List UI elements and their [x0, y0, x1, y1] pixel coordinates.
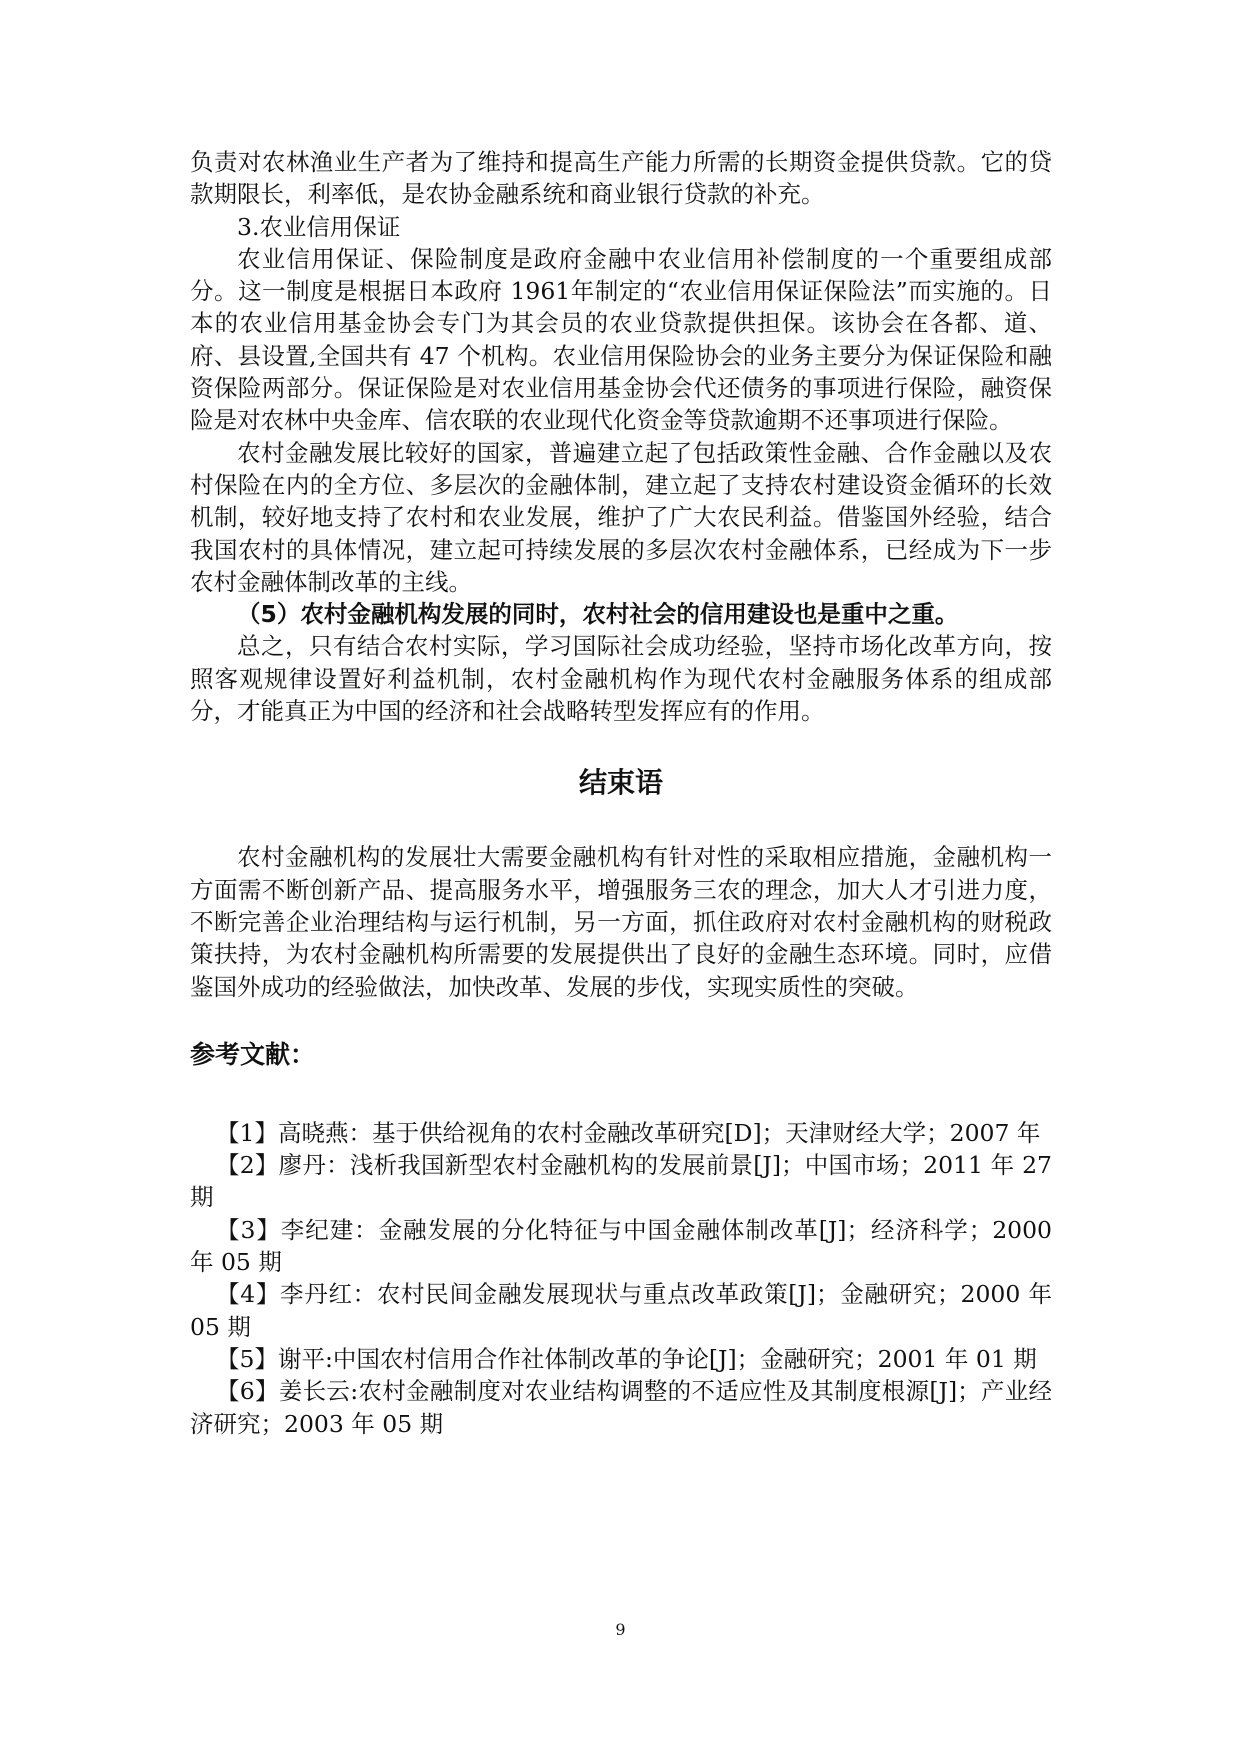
paragraph-credit-guarantee: 农业信用保证、保险制度是政府金融中农业信用补偿制度的一个重要组成部分。这一制度是根据日本政府 1961年制定的“农业信用保证保险法”而实施的。日本的农业信用基金协会专门为其会员的农业贷款提供担保。该协会在各都、道、府、县设置,全国共有 47 个机构。农业信用保险协会的业务主要分为保证保险和融资保险两部分。保证保险是对农业信用基金协会代还债务的事项进行保险，融资保险是对农林中央金库、信农联的农业现代化资金等贷款逾期不还事项进行保险。	[190, 244, 1052, 435]
bold-point-5: （5）农村金融机构发展的同时，农村社会的信用建设也是重中之重。	[237, 600, 959, 629]
conclusion-text: 农村金融机构的发展壮大需要金融机构有针对性的采取相应措施，金融机构一方面需不断创新产品、提高服务水平，增强服务三农的理念，加大人才引进力度，不断完善企业治理结构与运行机制，另一方面，抓住政府对农村金融机构的财税政策扶持，为农村金融机构所需要的发展提供出了良好的金融生态环境。同时，应借鉴国外成功的经验做法，加快改革、发展的步伐，实现实质性的突破。	[190, 843, 1052, 1001]
reference-item: 【4】李丹红：农村民间金融发展现状与重点改革政策[J]；金融研究；2000 年 05 期	[190, 1280, 1052, 1341]
paragraph-summary: 总之，只有结合农村实际，学习国际社会成功经验，坚持市场化改革方向，按照客观规律设置好利益机制，农村金融机构作为现代农村金融服务体系的组成部分，才能真正为中国的经济和社会战略转型发挥应有的作用。	[190, 632, 1052, 726]
reference-item: 【5】谢平:中国农村信用合作社体制改革的争论[J]；金融研究；2001 年 01 期	[216, 1344, 1037, 1373]
paragraph-rural-finance-countries: 农村金融发展比较好的国家，普遍建立起了包括政策性金融、合作金融以及农村保险在内的全方位、多层次的金融体制，建立起了支持农村建设资金循环的长效机制，较好地支持了农村和农业发展，维护了广大农民利益。借鉴国外经验，结合我国农村的具体情况，建立起可持续发展的多层次农村金融体系，已经成为下一步农村金融体制改革的主线。	[190, 438, 1052, 596]
paragraph-continuation: 负责对农林渔业生产者为了维持和提高生产能力所需的长期资金提供贷款。它的贷款期限长，利率低，是农协金融系统和商业银行贷款的补充。	[190, 148, 1052, 209]
reference-item: 【6】姜长云:农村金融制度对农业结构调整的不适应性及其制度根源[J]；产业经济研究；2003 年 05 期	[190, 1377, 1052, 1438]
references-list	[190, 1117, 1052, 1440]
reference-item: 【2】廖丹：浅析我国新型农村金融机构的发展前景[J]；中国市场；2011 年 27 期	[190, 1151, 1052, 1212]
document-page	[190, 146, 1052, 1440]
subheading-agricultural-credit-guarantee: 3.农业信用保证	[237, 212, 401, 241]
references-title: 参考文献：	[190, 1039, 316, 1069]
reference-item: 【1】高晓燕：基于供给视角的农村金融改革研究[D]；天津财经大学；2007 年	[216, 1118, 1041, 1147]
conclusion-title: 结束语	[578, 766, 663, 800]
reference-item: 【3】李纪建：金融发展的分化特征与中国金融体制改革[J]；经济科学；2000 年 05 期	[190, 1215, 1052, 1277]
page-number: 9	[615, 1620, 626, 1639]
